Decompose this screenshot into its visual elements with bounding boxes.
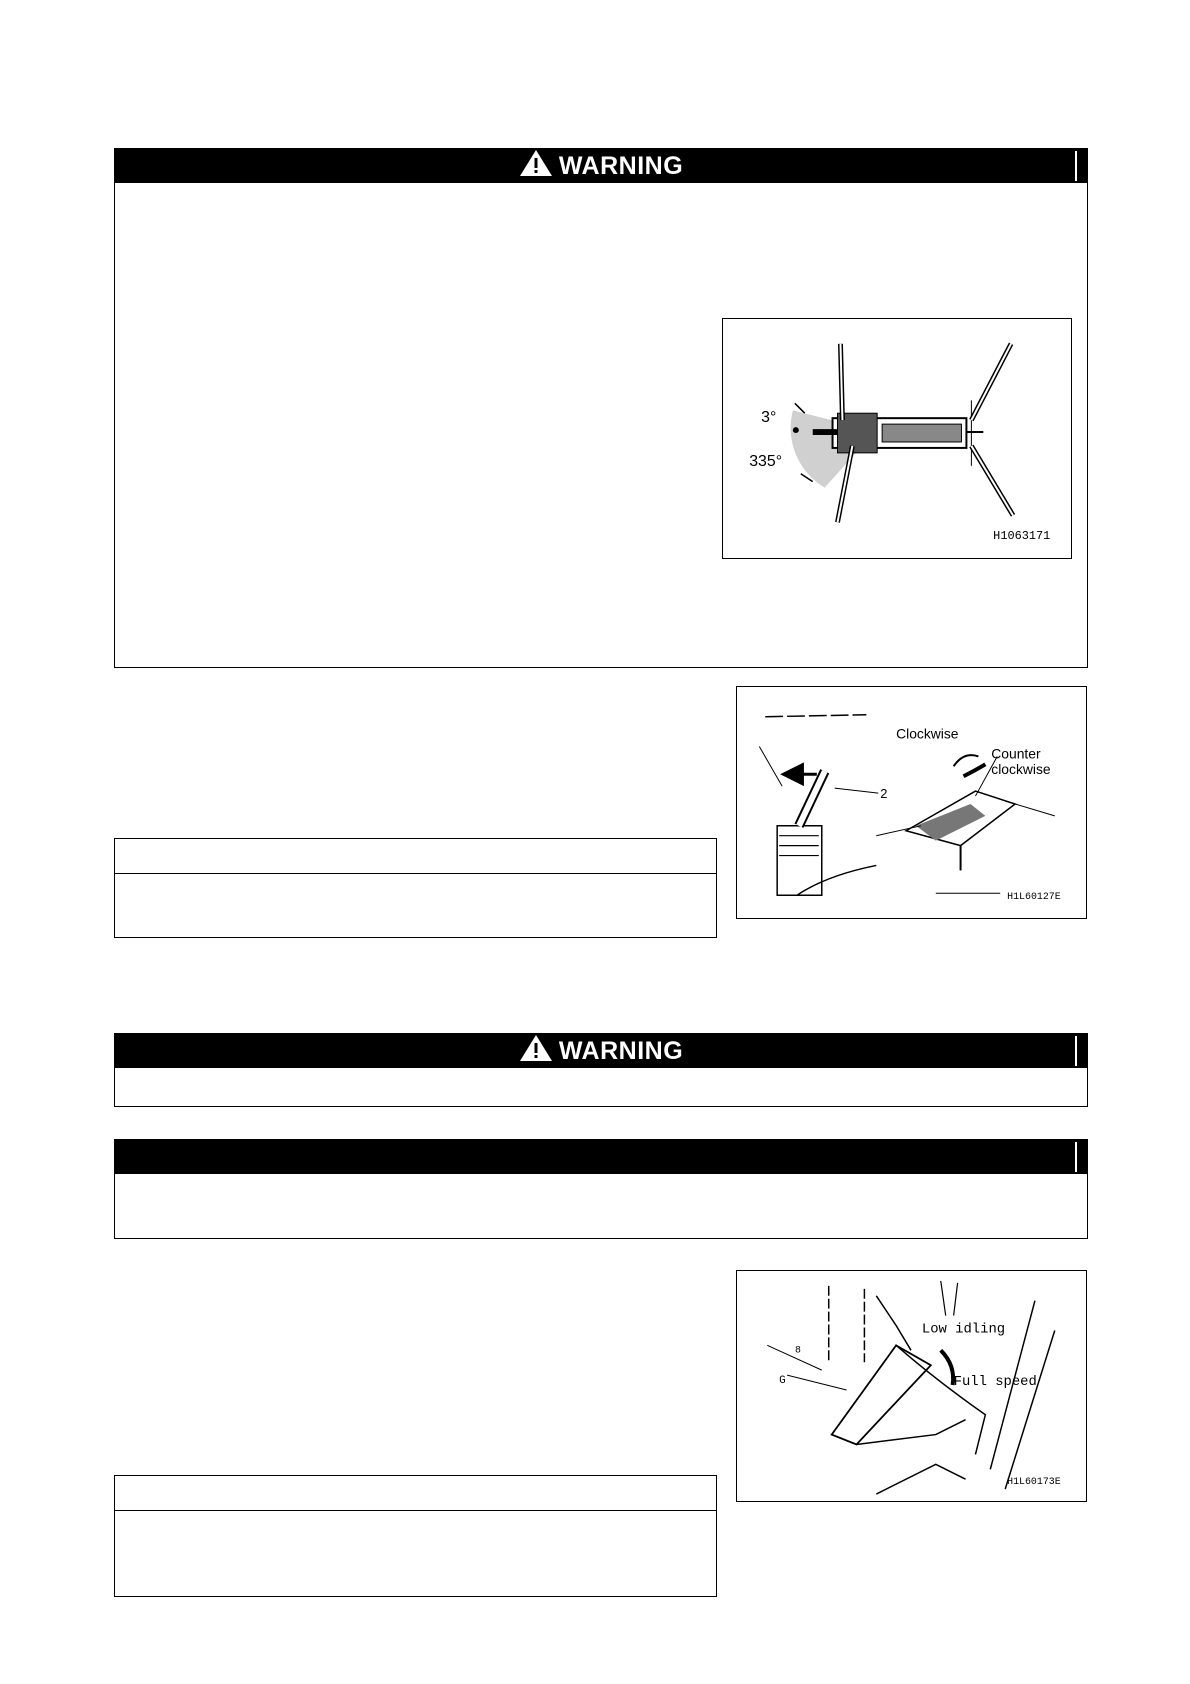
throttle-figure-code: H1L60173E bbox=[1007, 1476, 1061, 1488]
warning-header-1 bbox=[115, 149, 1087, 183]
swing-angle-top: 3° bbox=[761, 409, 777, 427]
swing-figure-code: H1063171 bbox=[993, 529, 1051, 544]
throttle-callout-a: 8 bbox=[795, 1344, 801, 1356]
note-box-1 bbox=[114, 838, 717, 938]
notice-header bbox=[115, 1140, 1087, 1174]
lever-figure-code: H1L60127E bbox=[1007, 891, 1061, 903]
note-box-2 bbox=[114, 1475, 717, 1597]
swing-lever-figure bbox=[736, 686, 1087, 919]
throttle-callout-b: G bbox=[779, 1375, 786, 1388]
throttle-figure bbox=[736, 1270, 1087, 1502]
warning-header-2 bbox=[115, 1034, 1087, 1068]
full-speed-label: Full speed bbox=[953, 1374, 1037, 1391]
swing-range-figure bbox=[722, 318, 1072, 559]
counter-label-1: Counter bbox=[991, 745, 1041, 762]
low-idling-label: Low idling bbox=[921, 1321, 1006, 1338]
warning-triangle-icon bbox=[519, 149, 553, 184]
notice-box bbox=[114, 1139, 1088, 1239]
lever-callout: 2 bbox=[880, 786, 888, 802]
counter-label-2: clockwise bbox=[991, 761, 1051, 778]
warning-triangle-icon bbox=[519, 1034, 553, 1069]
note-header-1 bbox=[115, 839, 716, 874]
warning-title-1: WARNING bbox=[558, 151, 684, 180]
note-header-2 bbox=[115, 1476, 716, 1511]
swing-angle-bottom: 335° bbox=[749, 452, 783, 470]
warning-title-2: WARNING bbox=[558, 1036, 684, 1065]
warning-box-2 bbox=[114, 1033, 1088, 1107]
clockwise-label: Clockwise bbox=[896, 725, 959, 742]
